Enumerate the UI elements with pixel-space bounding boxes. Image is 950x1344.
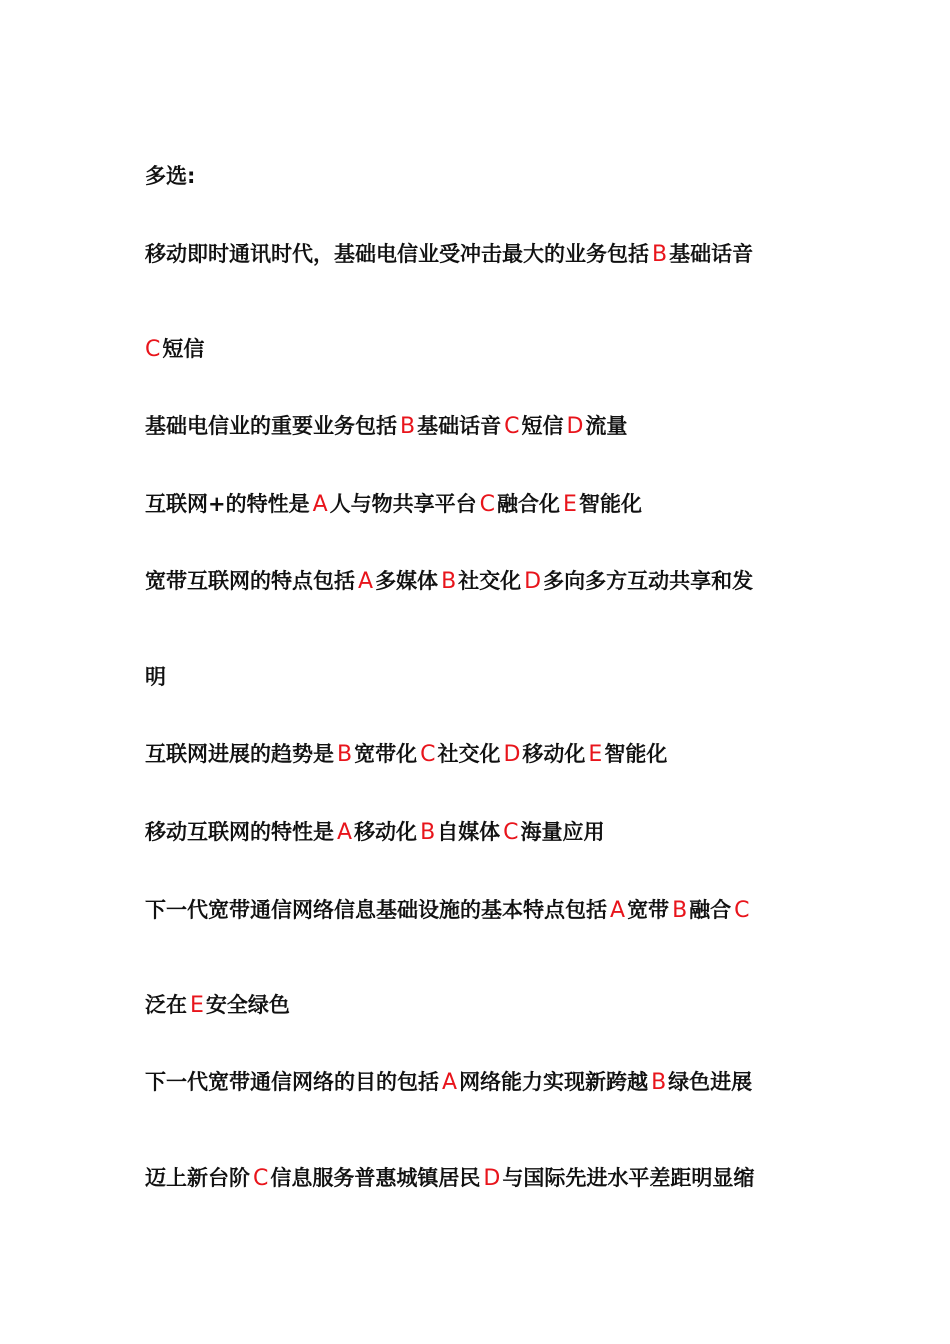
line-text: 与国际先进水平差距明显缩	[502, 1166, 755, 1190]
line-text: 信息服务普惠城镇居民	[270, 1166, 481, 1190]
line-text: 基础电信业的重要业务包括	[145, 414, 397, 438]
question-line	[145, 1164, 825, 1193]
option-letter: B	[400, 414, 416, 439]
option-letter: C	[734, 898, 750, 923]
line-text: 智能化	[604, 742, 668, 766]
line-text: 安全绿色	[205, 993, 290, 1017]
option-letter: C	[420, 742, 436, 767]
option-letter: D	[483, 1166, 501, 1191]
line-text: 移动化	[354, 820, 418, 844]
question-line	[145, 896, 825, 925]
line-text: 自媒体	[437, 820, 501, 844]
line-text: 融合	[689, 898, 732, 922]
option-letter: B	[441, 569, 457, 594]
option-letter: D	[503, 742, 521, 767]
line-text: 多媒体	[375, 569, 439, 593]
line-text: 明	[145, 665, 166, 689]
line-text: 流量	[585, 414, 628, 438]
option-letter: B	[651, 1070, 667, 1095]
question-line	[145, 818, 825, 847]
option-letter: A	[312, 492, 328, 517]
line-text: 宽带	[627, 898, 670, 922]
line-text: 迈上新台阶	[145, 1166, 250, 1190]
line-text: 网络能力实现新跨越	[459, 1070, 649, 1094]
option-letter: B	[337, 742, 353, 767]
line-text: 多向多方互动共享和发	[543, 569, 754, 593]
line-text: 人与物共享平台	[329, 492, 477, 516]
option-letter: E	[588, 742, 603, 767]
line-text: 基础话音	[417, 414, 502, 438]
question-line	[145, 1068, 825, 1097]
option-letter: B	[652, 242, 668, 267]
line-text: 移动即时通讯时代，基础电信业受冲击最大的业务包括	[145, 242, 649, 266]
line-text: 宽带互联网的特点包括	[145, 569, 355, 593]
line-text: 互联网进展的趋势是	[145, 742, 334, 766]
option-letter: A	[358, 569, 374, 594]
option-letter: C	[253, 1166, 269, 1191]
option-letter: A	[442, 1070, 458, 1095]
line-text: 下一代宽带通信网络的目的包括	[145, 1070, 439, 1094]
option-letter: C	[479, 492, 496, 517]
question-line	[145, 663, 825, 691]
line-text: 移动化	[522, 742, 586, 766]
option-letter: C	[504, 414, 520, 439]
line-text: 融合化	[497, 492, 561, 516]
option-letter: E	[190, 993, 204, 1018]
option-letter: E	[563, 492, 577, 517]
option-letter: A	[610, 898, 626, 923]
line-text: 社交化	[437, 742, 501, 766]
line-text: 社交化	[458, 569, 522, 593]
line-text: 宽带化	[354, 742, 418, 766]
option-letter: C	[503, 820, 519, 845]
line-text: 基础话音	[669, 242, 754, 266]
question-line	[145, 240, 825, 269]
line-text: 泛在	[145, 993, 187, 1017]
option-letter: B	[672, 898, 688, 923]
line-text: 智能化	[578, 492, 642, 516]
question-line	[145, 335, 825, 364]
option-letter: A	[337, 820, 353, 845]
option-letter: B	[420, 820, 436, 845]
option-letter: C	[145, 337, 161, 362]
line-text: 绿色进展	[668, 1070, 753, 1094]
question-line	[145, 490, 825, 519]
section-heading: 多选:	[145, 164, 196, 188]
line-text: 短信	[162, 337, 205, 361]
line-text: 短信	[521, 414, 564, 438]
line-text: 下一代宽带通信网络信息基础设施的基本特点包括	[145, 898, 607, 922]
option-letter: D	[566, 414, 584, 439]
question-line	[145, 991, 825, 1020]
question-line	[145, 567, 825, 596]
question-line	[145, 740, 825, 769]
line-text: 互联网+的特性是	[145, 492, 310, 516]
option-letter: D	[524, 569, 542, 594]
line-text: 海量应用	[520, 820, 605, 844]
question-line	[145, 412, 825, 441]
line-text: 移动互联网的特性是	[145, 820, 334, 844]
